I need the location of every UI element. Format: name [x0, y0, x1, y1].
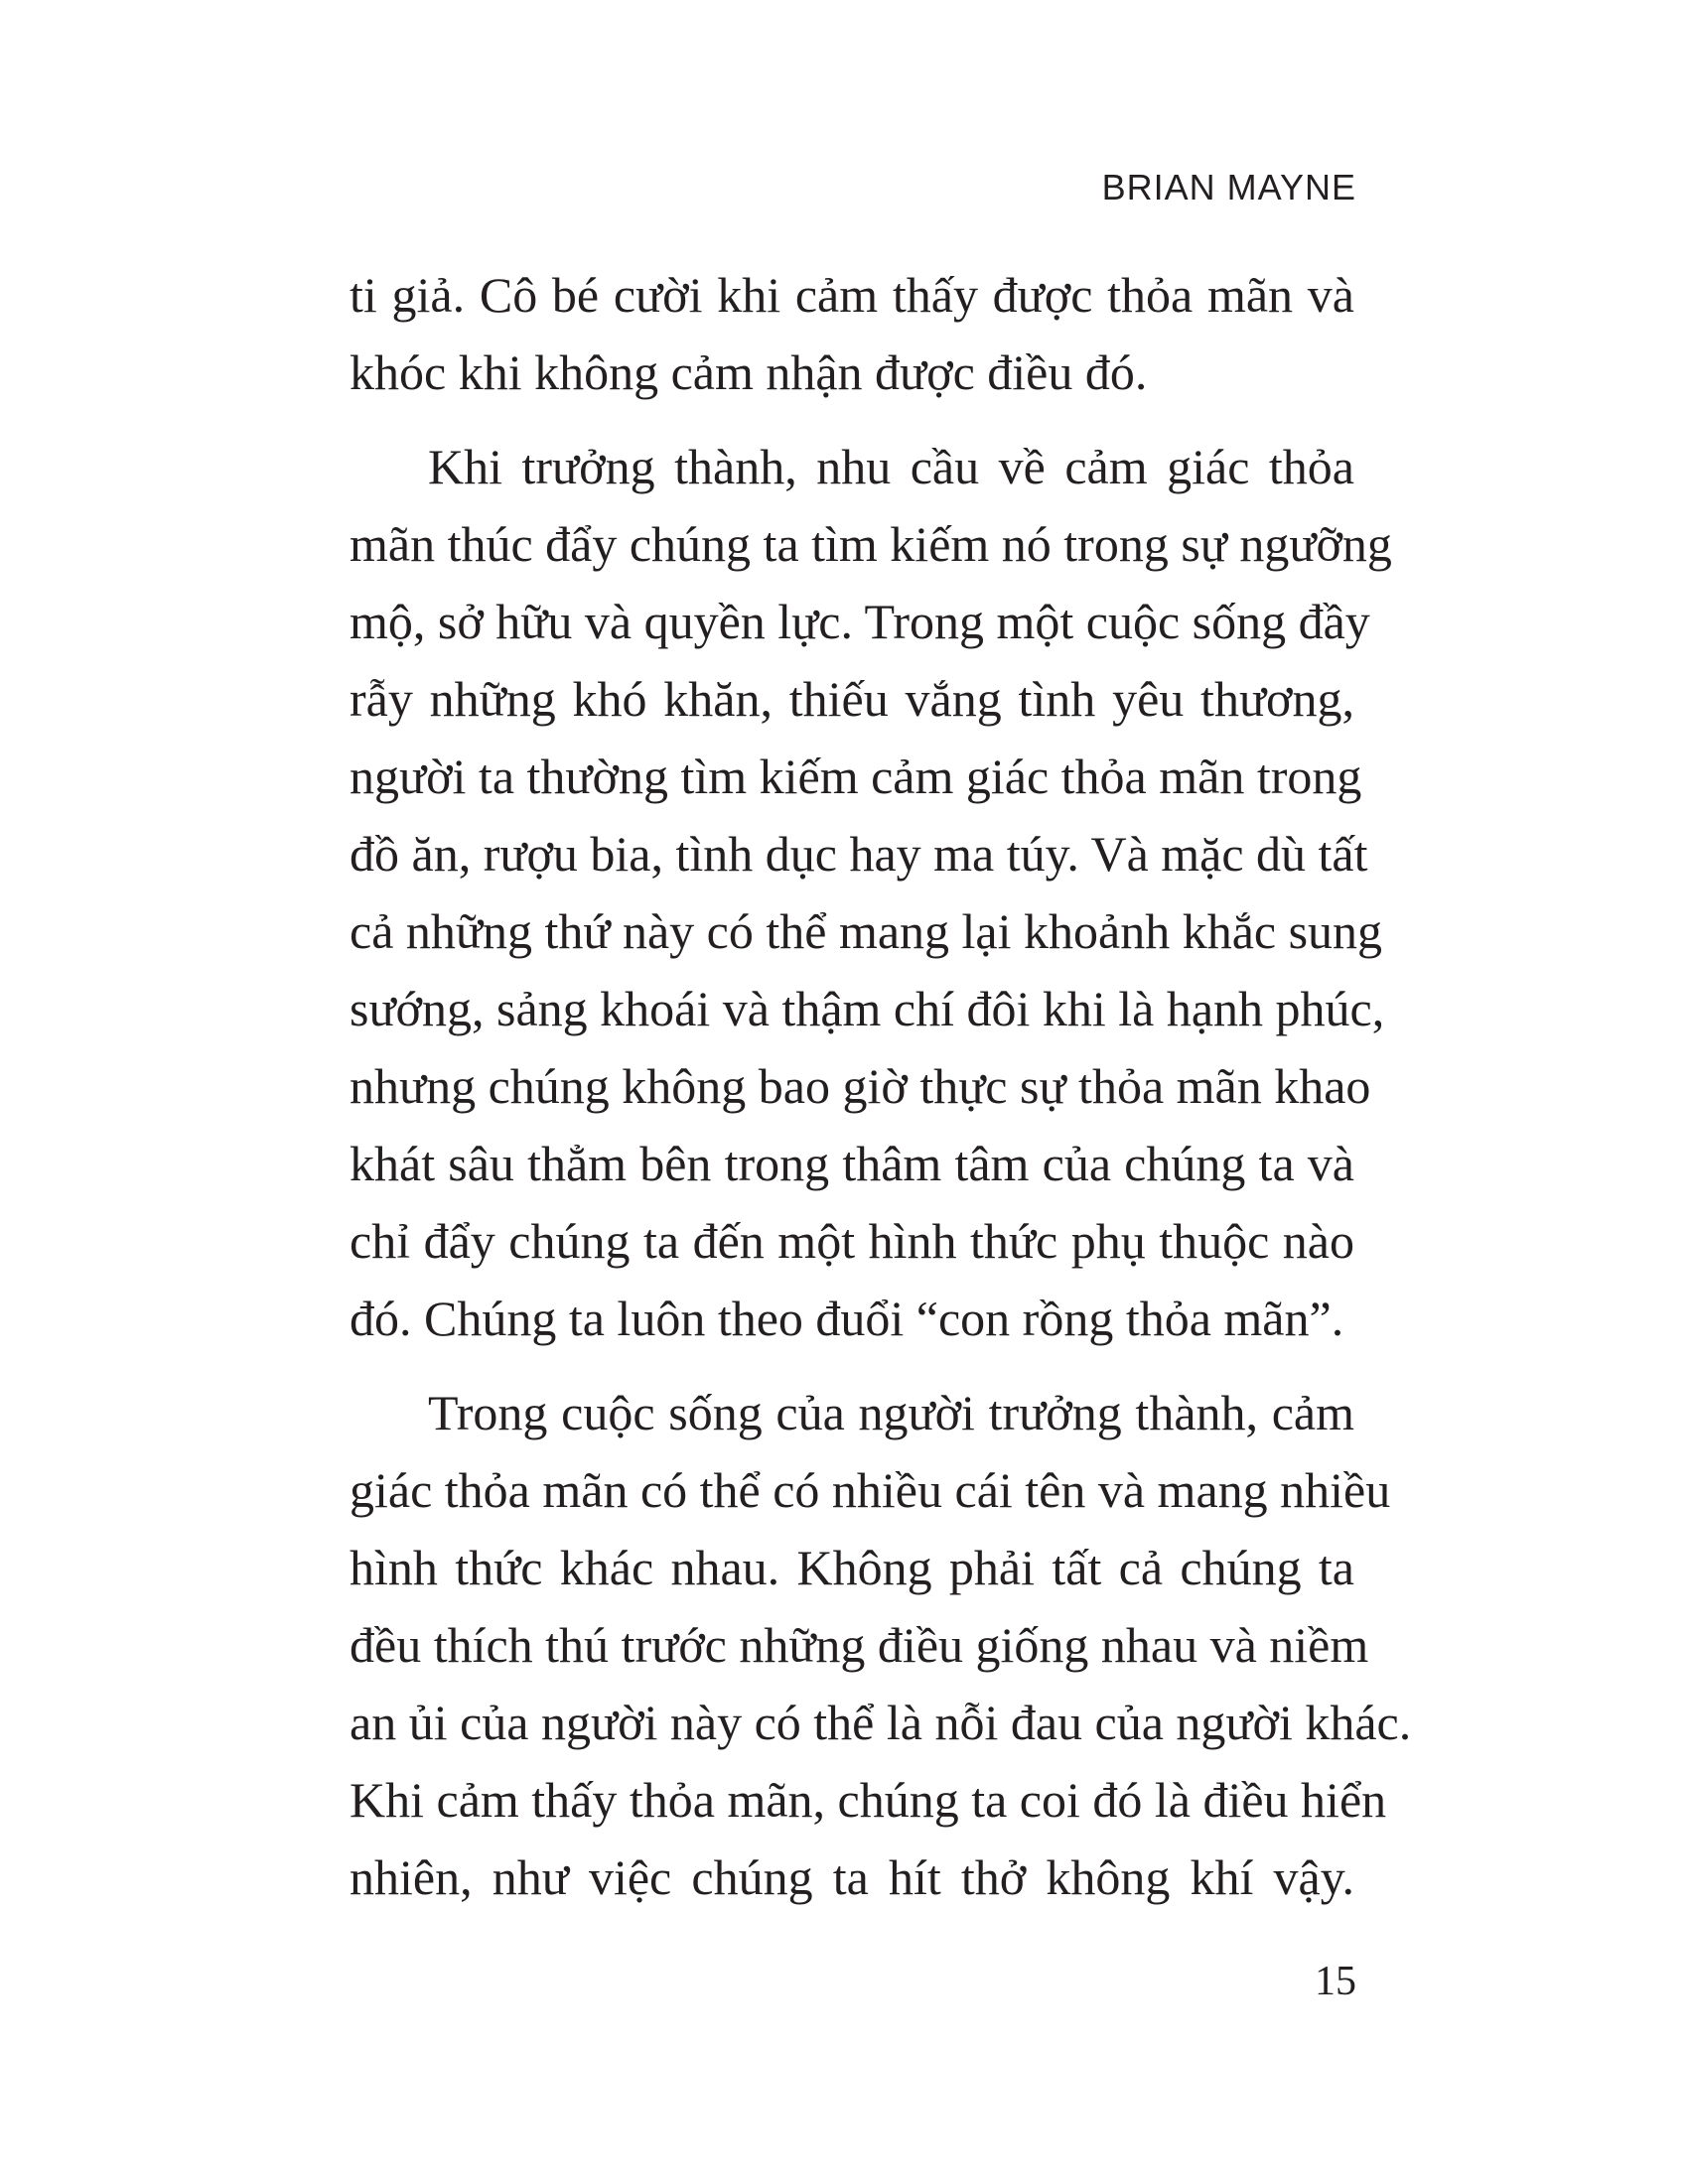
text-line: đều thích thú trước những điều giống nhau và niềm [350, 1617, 1369, 1673]
text-line: người ta thường tìm kiếm cảm giác thỏa mãn trong [350, 749, 1362, 804]
text-line: đó. Chúng ta luôn theo đuổi “con rồng thỏa mãn”. [350, 1291, 1344, 1346]
text-line: an ủi của người này có thể là nỗi đau của người khác. [350, 1695, 1412, 1750]
text-line: ti giả. Cô bé cười khi cảm thấy được thỏa mãn và [350, 267, 1354, 323]
page-number: 15 [1315, 1959, 1356, 2004]
text-line: giác thỏa mãn có thể có nhiều cái tên và mang nhiều [350, 1462, 1391, 1518]
text-line: nhiên, như việc chúng ta hít thở không khí vậy. [350, 1849, 1354, 1905]
text-line: Khi trưởng thành, nhu cầu về cảm giác thỏa [428, 439, 1354, 494]
paragraph [350, 428, 1392, 1357]
text-line: mãn thúc đẩy chúng ta tìm kiếm nó trong sự ngưỡng [350, 516, 1392, 572]
text-line: đồ ăn, rượu bia, tình dục hay ma túy. Và mặc dù tất [350, 826, 1368, 882]
text-line: Khi cảm thấy thỏa mãn, chúng ta coi đó là điều hiển [350, 1772, 1387, 1828]
text-line: cả những thứ này có thể mang lại khoảnh khắc sung [350, 903, 1383, 959]
text-line: khóc khi không cảm nhận được điều đó. [350, 344, 1148, 400]
text-line: rẫy những khó khăn, thiếu vắng tình yêu thương, [350, 671, 1354, 727]
body-text [350, 256, 1412, 1933]
text-line: khát sâu thẳm bên trong thâm tâm của chúng ta và [350, 1136, 1354, 1191]
text-line: nhưng chúng không bao giờ thực sự thỏa mãn khao [350, 1058, 1371, 1114]
text-line: mộ, sở hữu và quyền lực. Trong một cuộc sống đầy [350, 594, 1370, 649]
text-line: hình thức khác nhau. Không phải tất cả chúng ta [350, 1540, 1354, 1595]
running-header: BRIAN MAYNE [1101, 167, 1356, 207]
text-line: chỉ đẩy chúng ta đến một hình thức phụ thuộc nào [350, 1213, 1354, 1269]
text-line: Trong cuộc sống của người trưởng thành, cảm [428, 1385, 1354, 1440]
paragraph [350, 1374, 1412, 1916]
paragraph [350, 256, 1354, 411]
text-line: sướng, sảng khoái và thậm chí đôi khi là hạnh phúc, [350, 981, 1385, 1036]
